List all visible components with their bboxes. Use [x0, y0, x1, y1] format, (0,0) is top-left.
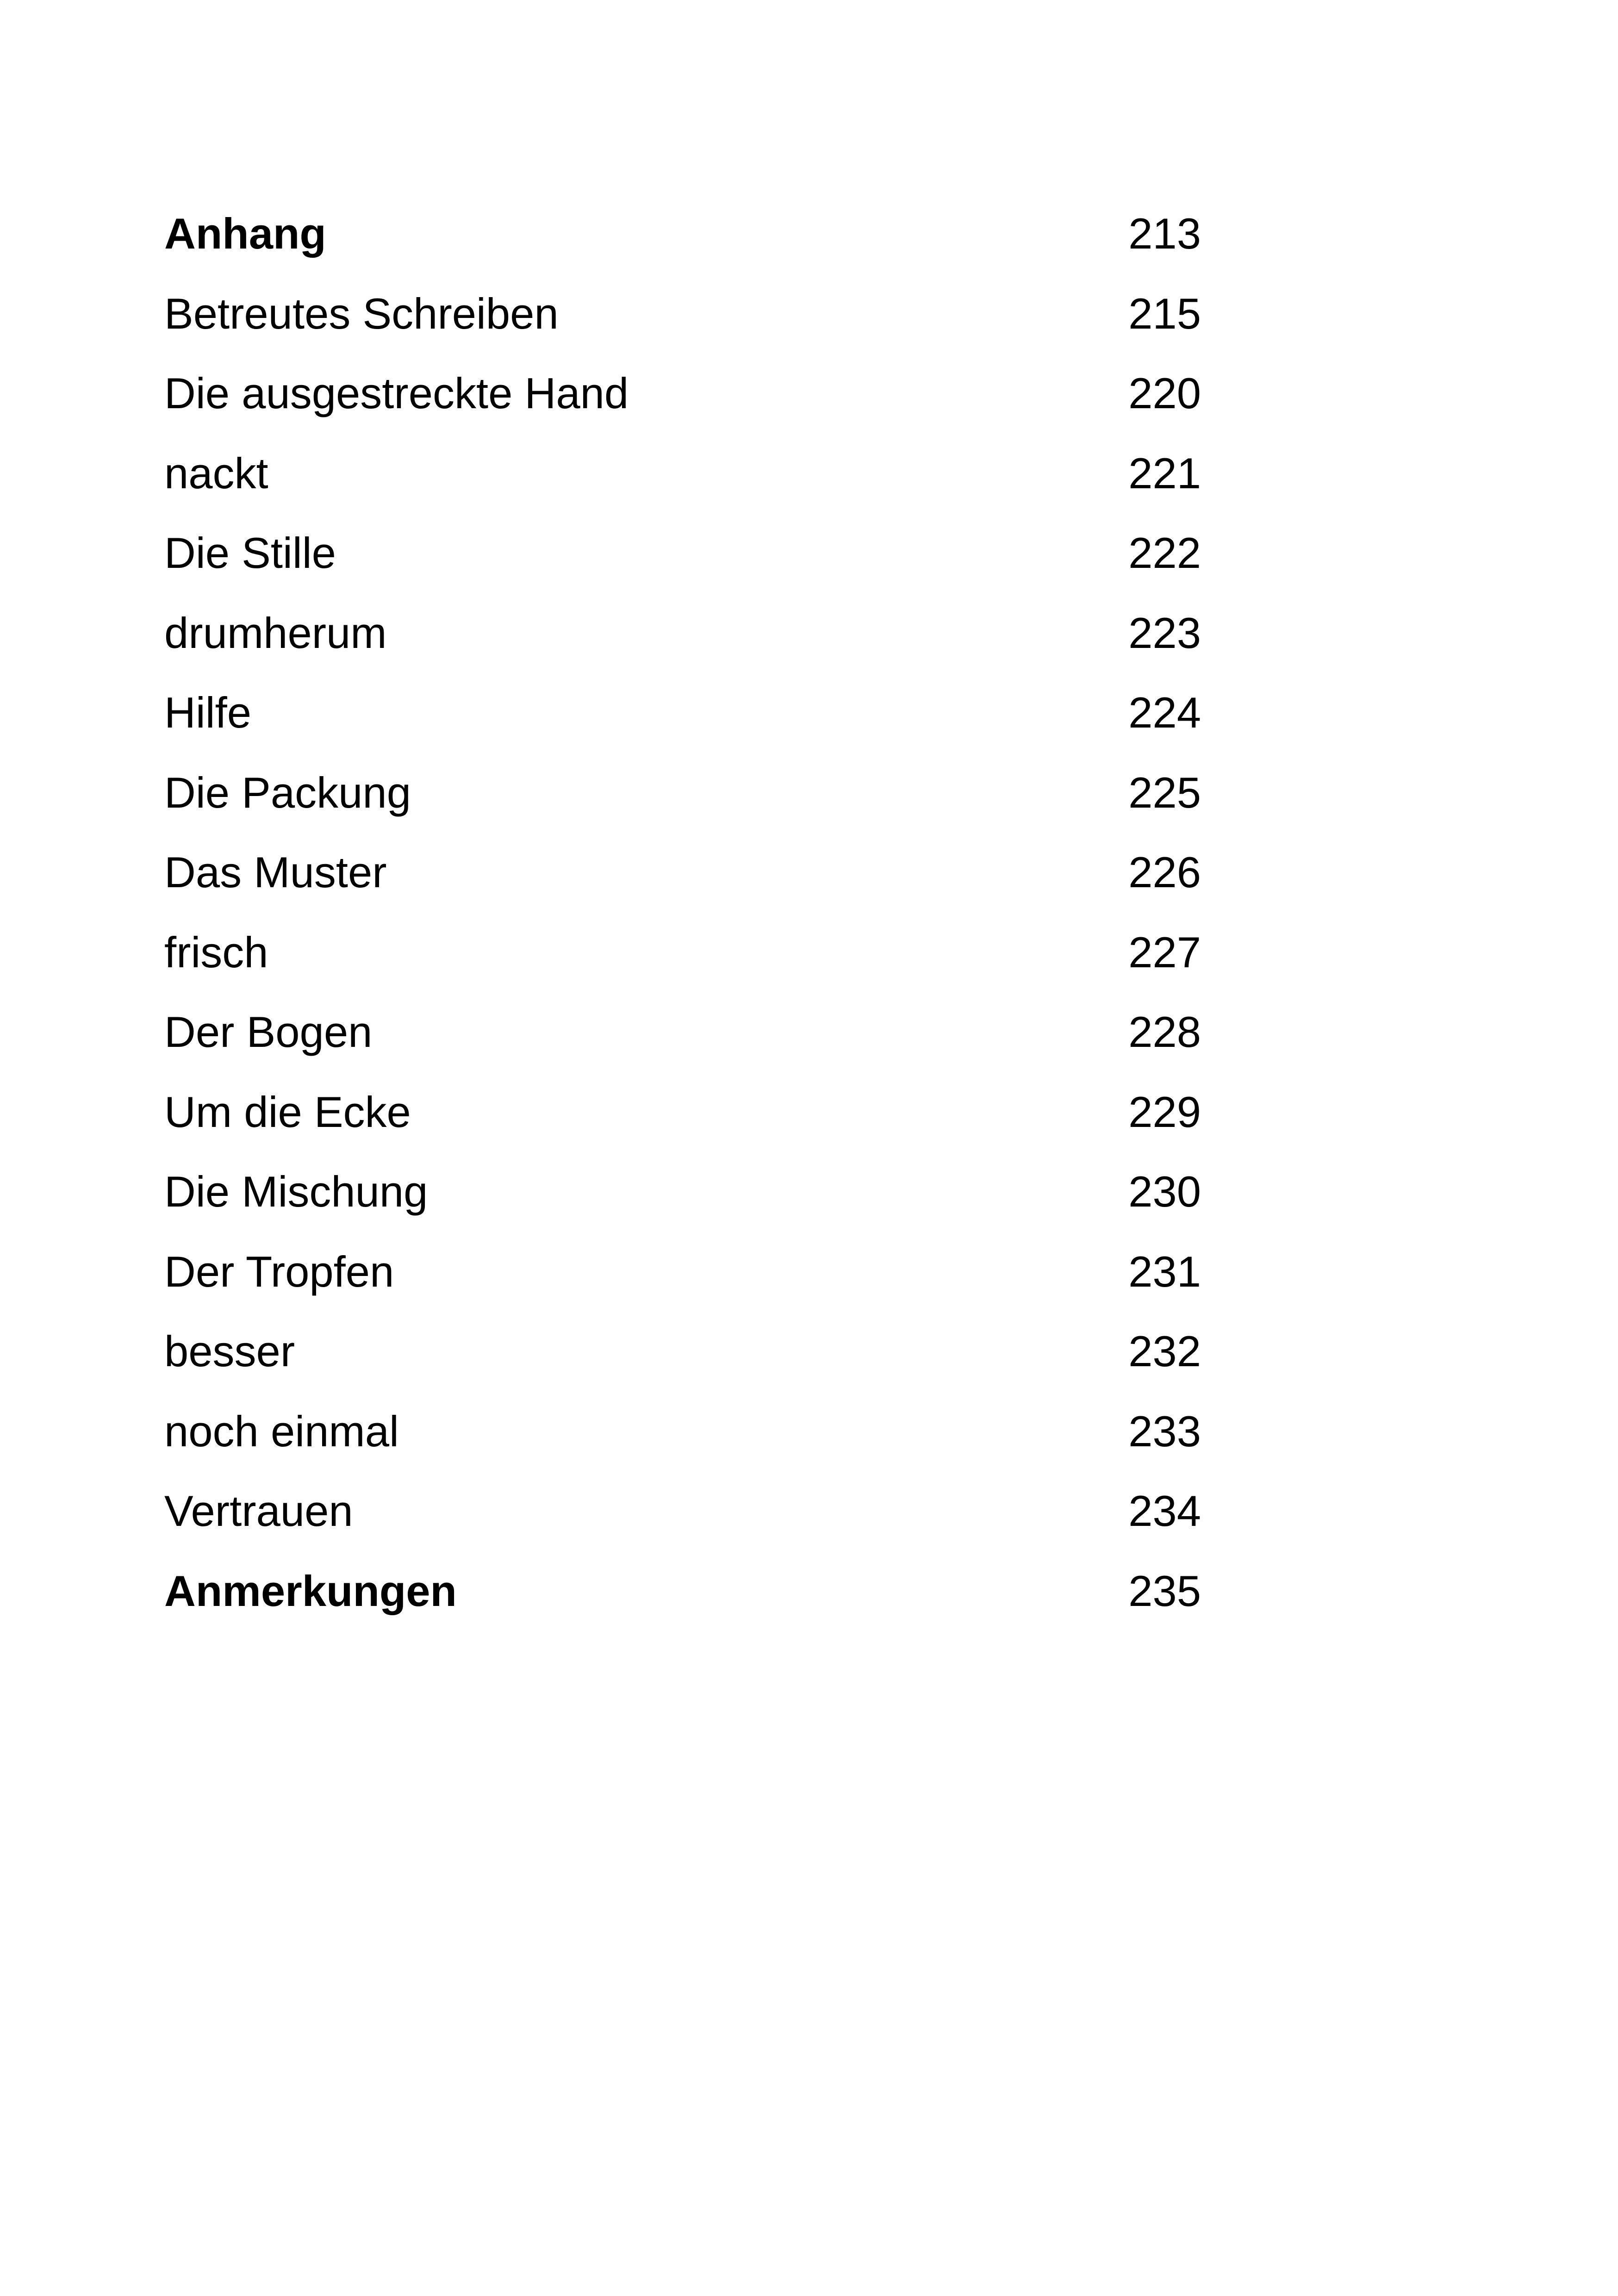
toc-entry-vertrauen: [164, 1476, 1201, 1556]
toc-entry-page: 228: [1128, 1008, 1201, 1056]
toc-entry-title: Der Bogen: [164, 1008, 373, 1056]
toc-entry-title: besser: [164, 1327, 295, 1375]
toc-entry-title: Anhang: [164, 209, 326, 258]
toc-entry-title: Vertrauen: [164, 1487, 353, 1535]
toc-entry-page: 224: [1128, 688, 1201, 737]
toc-entry-page: 231: [1128, 1247, 1201, 1296]
toc-entry-title: nackt: [164, 448, 268, 498]
toc-entry-noch-einmal: [164, 1397, 1201, 1477]
toc-entry-page: 227: [1128, 927, 1201, 977]
toc-entry-title: Die Mischung: [164, 1167, 428, 1216]
toc-entry-page: 229: [1128, 1087, 1201, 1136]
toc-entry-page: 222: [1128, 529, 1201, 577]
toc-entry-title: Die Stille: [164, 529, 336, 577]
toc-entry-page: 230: [1128, 1167, 1201, 1216]
toc-entry-das-muster: [164, 838, 1201, 918]
toc-entry-title: noch einmal: [164, 1406, 399, 1456]
toc-entry-betreutes-schreiben: [164, 279, 1201, 359]
toc-entry-anmerkungen: [164, 1556, 1201, 1636]
toc-entry-title: Das Muster: [164, 848, 387, 896]
toc-entry-title: Die ausgestreckte Hand: [164, 369, 629, 417]
toc-entry-drumherum: [164, 598, 1201, 678]
toc-entry-der-bogen: [164, 997, 1201, 1077]
toc-entry-nackt: [164, 439, 1201, 519]
toc-entry-title: Betreutes Schreiben: [164, 289, 559, 338]
toc-entry-page: 223: [1128, 608, 1201, 657]
toc-entry-title: Hilfe: [164, 688, 252, 737]
toc-entry-page: 234: [1128, 1487, 1201, 1535]
toc-entry-page: 232: [1128, 1327, 1201, 1375]
toc-entry-page: 226: [1128, 848, 1201, 896]
toc-entry-die-mischung: [164, 1157, 1201, 1237]
toc-entry-title: frisch: [164, 927, 268, 977]
toc-entry-die-stille: [164, 518, 1201, 598]
toc-entry-die-packung: [164, 758, 1201, 838]
toc-entry-der-tropfen: [164, 1237, 1201, 1317]
toc-entry-title: Um die Ecke: [164, 1087, 411, 1136]
table-of-contents: [164, 199, 1201, 1636]
toc-entry-page: 225: [1128, 768, 1201, 817]
toc-entry-page: 233: [1128, 1406, 1201, 1456]
toc-entry-title: drumherum: [164, 608, 387, 657]
toc-entry-um-die-ecke: [164, 1077, 1201, 1157]
toc-entry-page: 235: [1128, 1566, 1201, 1615]
toc-entry-page: 213: [1128, 209, 1201, 258]
toc-entry-hilfe: [164, 678, 1201, 758]
toc-entry-title: Anmerkungen: [164, 1566, 457, 1615]
toc-entry-title: Der Tropfen: [164, 1247, 394, 1296]
toc-entry-page: 215: [1128, 289, 1201, 338]
toc-entry-die-ausgestreckte-hand: [164, 359, 1201, 439]
toc-entry-frisch: [164, 918, 1201, 998]
toc-entry-page: 220: [1128, 369, 1201, 417]
toc-entry-besser: [164, 1317, 1201, 1397]
toc-entry-title: Die Packung: [164, 768, 411, 817]
toc-entry-page: 221: [1128, 448, 1201, 498]
toc-entry-anhang: [164, 199, 1201, 279]
